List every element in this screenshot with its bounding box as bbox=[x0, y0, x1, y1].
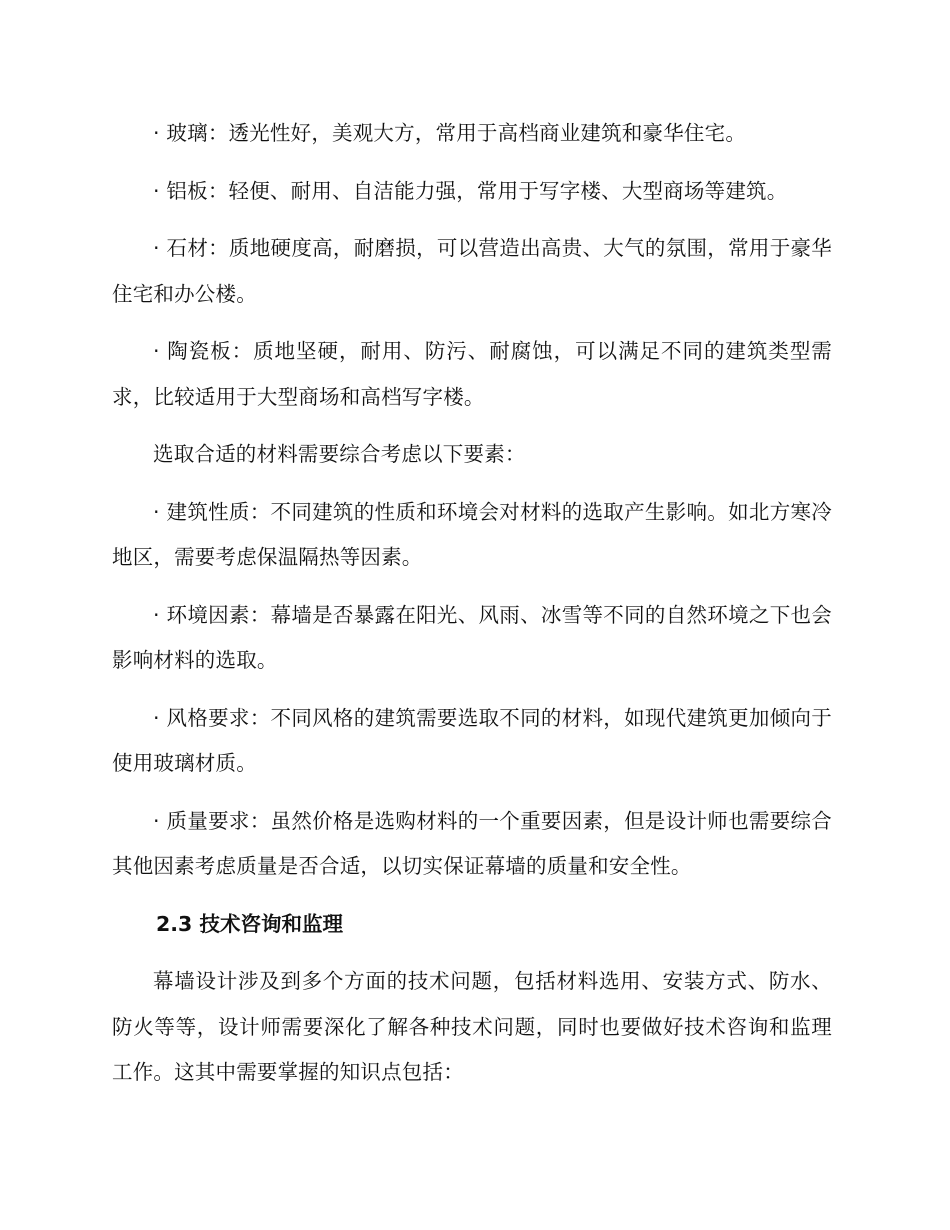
paragraph-ceramic: · 陶瓷板：质地坚硬，耐用、防污、耐腐蚀，可以满足不同的建筑类型需求，比较适用于大型商场和高档写字楼。 bbox=[112, 339, 832, 409]
paragraph-style: · 风格要求：不同风格的建筑需要选取不同的材料，如现代建筑更加倾向于使用玻璃材质。 bbox=[112, 705, 832, 775]
paragraph-building-nature: · 建筑性质：不同建筑的性质和环境会对材料的选取产生影响。如北方寒冷地区，需要考虑保温隔热等因素。 bbox=[112, 499, 832, 569]
paragraph-aluminum: · 铝板：轻便、耐用、自洁能力强，常用于写字楼、大型商场等建筑。 bbox=[153, 178, 788, 203]
paragraph-selection-intro: 选取合适的材料需要综合考虑以下要素： bbox=[153, 442, 526, 466]
paragraph-stone: · 石材：质地硬度高，耐磨损，可以营造出高贵、大气的氛围，常用于豪华住宅和办公楼。 bbox=[112, 236, 832, 306]
document-body bbox=[112, 111, 832, 1096]
paragraph-glass: · 玻璃：透光性好，美观大方，常用于高档商业建筑和豪华住宅。 bbox=[153, 121, 747, 145]
paragraph-environment: · 环境因素：幕墙是否暴露在阳光、风雨、冰雪等不同的自然环境之下也会影响材料的选取。 bbox=[112, 602, 832, 672]
paragraph-quality: · 质量要求：虽然价格是选购材料的一个重要因素，但是设计师也需要综合其他因素考虑质量是否合适，以切实保证幕墙的质量和安全性。 bbox=[112, 808, 832, 878]
section-heading: 2.3 技术咨询和监理 bbox=[156, 911, 343, 936]
paragraph-tech-consulting: 幕墙设计涉及到多个方面的技术问题，包括材料选用、安装方式、防水、防火等等，设计师需要深化了解各种技术问题，同时也要做好技术咨询和监理工作。这其中需要掌握的知识点包括： bbox=[112, 969, 832, 1084]
